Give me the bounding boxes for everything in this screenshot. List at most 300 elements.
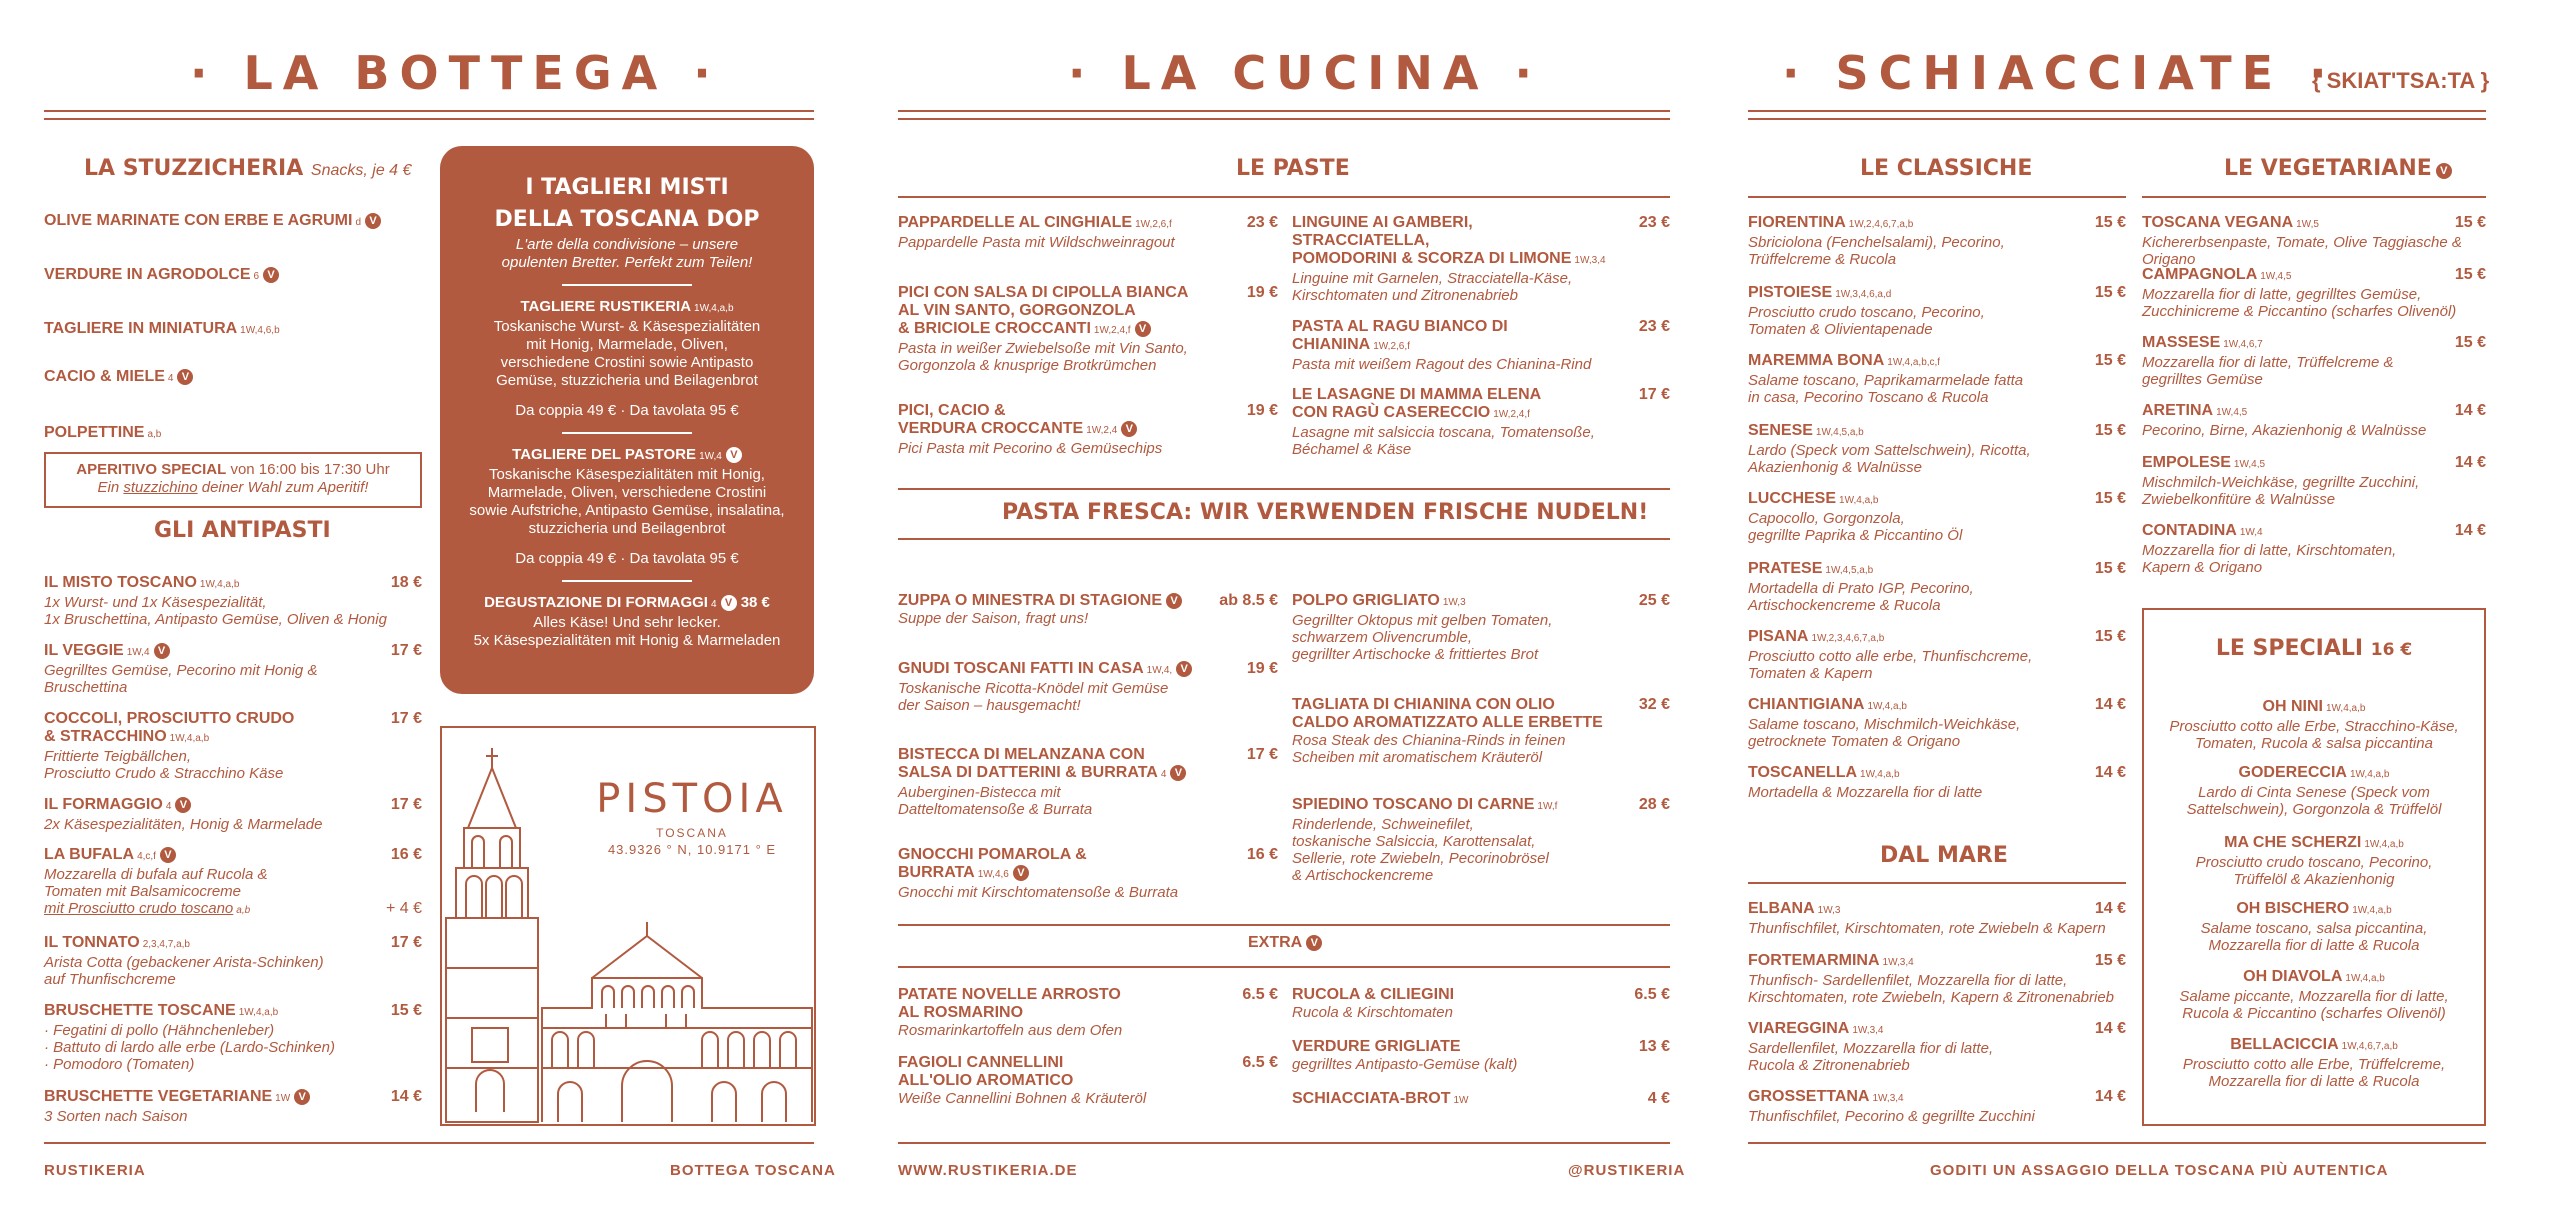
allergens: 1W,4,5 [2260, 271, 2292, 282]
item-description-text: Prosciutto Crudo & Stracchino Käse [44, 765, 284, 782]
menu-item [44, 424, 418, 444]
item-name-text: MA CHE SCHERZI [2224, 834, 2362, 851]
item-description: Sellerie, rote Zwiebeln, Pecorinobrösel [1292, 850, 1549, 867]
item-description: Mozzarella fior di latte & Rucola [2208, 1073, 2420, 1090]
item-description-text: mit Prosciutto crudo toscano [44, 900, 234, 917]
item-price: 15 € [2094, 422, 2126, 439]
item-description: Mischmilch-Weichkäse, gegrillte Zucchini, [2142, 474, 2420, 491]
item-description [44, 662, 422, 679]
aperitivo-desc: Ein [97, 479, 120, 496]
item-name-text: BELLACICCIA [2230, 1036, 2339, 1053]
vegetarian-icon: V [294, 1089, 310, 1105]
item-description: Lardo (Speck vom Sattelschwein), Ricotta, [1748, 442, 2031, 459]
item-name-text: RUCOLA & CILIEGINI [1292, 986, 1455, 1003]
allergens: 1W,4,5 [2233, 459, 2266, 470]
item-name [2142, 968, 2486, 988]
section-mare: DAL MARE [1880, 843, 2008, 868]
item-name-text: & BRICIOLE CROCCANTI [898, 320, 1091, 337]
allergens: 1W,4,5,a,b [1815, 427, 1864, 438]
item-description: Gorgonzola & knusprige Brotkrümchen [898, 357, 1157, 374]
item-price: 14 € [2094, 1088, 2126, 1105]
tagliere-rustikeria-desc: mit Honig, Marmelade, Oliven, [526, 336, 728, 353]
title-cucina: · LA CUCINA · [1068, 46, 1542, 100]
item-description: Sbriciolona (Fenchelsalami), Pecorino, [1748, 234, 2005, 251]
item-description: Lardo di Cinta Senese (Speck vom [2198, 784, 2430, 801]
item-price: 23 € [1638, 318, 1670, 335]
allergens: a,b [147, 429, 162, 440]
item-name [44, 424, 418, 444]
section-title: EXTRA [1248, 934, 1303, 951]
item-description: Prosciutto crudo toscano, Pecorino, [1748, 304, 1985, 321]
item-description: Pasta mit weißem Ragout des Chianina-Rind [1292, 356, 1592, 373]
item-name [44, 368, 418, 388]
item-description: Trüffelcreme & Rucola [1748, 251, 1897, 268]
item-name-text: VIAREGGINA [1748, 1020, 1850, 1037]
item-description: Salame toscano, Paprikamarmelade fatta [1748, 372, 2024, 389]
item-price: 32 € [1638, 696, 1670, 713]
aperitivo-desc-underlined: stuzzichino [123, 479, 198, 496]
item-name-text: PAPPARDELLE AL CINGHIALE [898, 214, 1133, 231]
allergens: 1W,4,a,b [1867, 701, 1907, 712]
item-name-text: POLPETTINE [44, 424, 145, 441]
vegetarian-icon: V [1176, 661, 1192, 677]
item-description [44, 594, 422, 611]
allergens: 1W,4,a,b [2349, 769, 2390, 780]
item-price: 6.5 € [1242, 1054, 1278, 1071]
tagliere-rustikeria-name: TAGLIERE RUSTIKERIA [520, 298, 692, 315]
item-price: 15 € [390, 1002, 422, 1019]
allergens: 1W,4,6,7 [2223, 339, 2263, 350]
pistoia-region: TOSCANA [656, 826, 728, 840]
item-description: Scheiben mit aromatischem Kräuteröl [1292, 749, 1543, 766]
item-name-text: CONTADINA [2142, 522, 2237, 539]
item-name-text: LUCCHESE [1748, 490, 1837, 507]
divider [1748, 196, 2126, 198]
tagliere-pastore-desc: Marmelade, Oliven, verschiedene Crostini [487, 484, 767, 501]
item-price: 15 € [2094, 952, 2126, 969]
item-description: Prosciutto cotto alle Erbe, Stracchino-Käse, [2169, 718, 2459, 735]
item-name [898, 764, 1278, 784]
section-subtitle: Snacks, je 4 € [310, 162, 412, 179]
item-description: Rosa Steak des Chianina-Rinds in feinen [1292, 732, 1566, 749]
item-description: Mozzarella fior di latte, Trüffelcreme & [2142, 354, 2394, 371]
item-name [1292, 250, 1670, 270]
item-description-text: auf Thunfischcreme [44, 971, 176, 988]
item-name [2142, 698, 2486, 718]
item-description-text: · Pomodoro (Tomaten) [44, 1056, 195, 1073]
item-description: Pici Pasta mit Pecorino & Gemüsechips [898, 440, 1163, 457]
item-name [44, 266, 418, 286]
item-name-text: MASSESE [2142, 334, 2221, 351]
allergens: 1W,4,a,b [2364, 839, 2404, 850]
taglieri-title: I TAGLIERI MISTI [525, 175, 729, 200]
item-name [2142, 764, 2486, 784]
vegetarian-icon: V [2436, 163, 2452, 179]
item-description-text: 1x Wurst- und 1x Käsespezialität, [44, 594, 267, 611]
item-name-text: PICI CON SALSA DI CIPOLLA BIANCA [898, 284, 1189, 301]
item-name-text: IL FORMAGGIO [44, 796, 163, 813]
tagliere-pastore-desc: stuzzicheria und Beilagenbrot [528, 520, 726, 537]
divider [898, 196, 1670, 198]
item-description [44, 1039, 422, 1056]
item-name-text: CON RAGÙ CASERECCIO [1292, 404, 1491, 421]
item-name [898, 1072, 1278, 1090]
aperitivo-box [44, 452, 422, 508]
tagliere-pastore-name: TAGLIERE DEL PASTORE [512, 446, 697, 463]
item-price: 23 € [1638, 214, 1670, 231]
item-price: 17 € [390, 710, 422, 727]
item-description: Artischockencreme & Rucola [1748, 597, 1941, 614]
item-price: 19 € [1246, 660, 1278, 677]
item-name-text: FAGIOLI CANNELLINI [898, 1054, 1064, 1071]
item-name-text: AL ROSMARINO [898, 1004, 1024, 1021]
item-description-text: · Fegatini di pollo (Hähnchenleber) [44, 1022, 275, 1039]
section-paste: LE PASTE [1236, 156, 1350, 181]
allergens: 1W,4,a,b [2325, 703, 2366, 714]
item-description: Tomaten & Olivientapenade [1748, 321, 1933, 338]
item-description: Gnocchi mit Kirschtomatensoße & Burrata [898, 884, 1179, 901]
item-name-text: IL MISTO TOSCANO [44, 574, 197, 591]
item-name-text: PISTOIESE [1748, 284, 1833, 301]
item-price: 6.5 € [1242, 986, 1278, 1003]
item-name-text: FIORENTINA [1748, 214, 1846, 231]
item-name-text: MAREMMA BONA [1748, 352, 1885, 369]
item-name-text: SPIEDINO TOSCANO DI CARNE [1292, 796, 1535, 813]
item-description: Pasta in weißer Zwiebelsoße mit Vin Santo, [898, 340, 1188, 357]
section-vegetariane [2224, 156, 2452, 181]
divider [562, 432, 692, 434]
item-description [44, 866, 422, 883]
item-description: Sattelschwein), Gorgonzola & Trüffelöl [2186, 801, 2442, 818]
item-name-text: ALL'OLIO AROMATICO [898, 1072, 1074, 1089]
item-description: Tomaten, Rucola & salsa piccantina [2195, 735, 2433, 752]
item-price: 14 € [2094, 764, 2126, 781]
footer-tagline: BOTTEGA TOSCANA [670, 1162, 836, 1179]
allergens: 1W,3,4 [1882, 957, 1914, 968]
item-name-text: GODERECCIA [2238, 764, 2347, 781]
vegetarian-icon: V [175, 797, 191, 813]
footer-brand: RUSTIKERIA [44, 1162, 146, 1179]
allergens: 6 [253, 271, 260, 282]
item-name [2142, 834, 2486, 854]
allergens: 1W,3,4,6,a,d [1835, 289, 1892, 300]
vegetarian-icon: V [1121, 421, 1137, 437]
item-description: Thunfisch- Sardellenfilet, Mozzarella fior di latte, [1748, 972, 2068, 989]
item-name-text: OLIVE MARINATE CON ERBE E AGRUMI [44, 212, 353, 229]
item-name-text: TAGLIERE IN MINIATURA [44, 320, 238, 337]
item-price: 14 € [2094, 1020, 2126, 1037]
item-name [898, 320, 1278, 340]
item-description-text: Frittierte Teigbällchen, [44, 748, 192, 765]
item-description: Pappardelle Pasta mit Wildschweinragout [898, 234, 1175, 251]
section-stuzzicheria [84, 156, 411, 181]
section-pasta-fresca: PASTA FRESCA: WIR VERWENDEN FRISCHE NUDELN! [1002, 500, 1649, 525]
allergens: 1W,4 [2239, 527, 2263, 538]
item-name-text: PICI, CACIO & [898, 402, 1006, 419]
item-description: Trüffelöl & Akazienhonig [2233, 871, 2395, 888]
allergens: 1W,3 [1442, 597, 1466, 608]
divider [898, 924, 1670, 926]
item-description: Salame toscano, Mischmilch-Weichkäse, [1748, 716, 2021, 733]
item-description: Suppe der Saison, fragt uns! [898, 610, 1089, 627]
item-price: 17 € [390, 796, 422, 813]
item-price: 14 € [2454, 454, 2486, 471]
item-description [44, 816, 422, 833]
item-price: 15 € [2454, 214, 2486, 231]
item-description: Mozzarella fior di latte, Kirschtomaten, [2142, 542, 2397, 559]
item-description: Toskanische Ricotta-Knödel mit Gemüse [898, 680, 1169, 697]
aperitivo-label: APERITIVO SPECIAL [76, 461, 227, 478]
item-name-text: OH NINI [2262, 698, 2323, 715]
divider [898, 1142, 1670, 1144]
section-speciali [2142, 636, 2486, 661]
item-description-text: Bruschettina [44, 679, 128, 696]
divider [898, 488, 1670, 490]
allergens: 1W,4,a,b [169, 733, 210, 744]
item-name-text: TAGLIATA DI CHIANINA CON OLIO [1292, 696, 1555, 713]
allergens: 1W,4,a,b [2352, 905, 2392, 916]
item-description: gegrilltes Gemüse [2142, 371, 2263, 388]
menu-item [44, 266, 418, 286]
allergens: 1W,4 [126, 647, 150, 658]
allergens: 1W,2,6,f [1373, 341, 1410, 352]
menu-item [2142, 834, 2486, 888]
item-price: 15 € [2094, 560, 2126, 577]
item-price: 6.5 € [1634, 986, 1670, 1003]
taglieri-subtitle: opulenten Bretter. Perfekt zum Teilen! [501, 254, 753, 271]
item-name-text: AL VIN SANTO, GORGONZOLA [898, 302, 1136, 319]
vegetarian-icon: V [1013, 865, 1029, 881]
item-price: 14 € [2094, 696, 2126, 713]
item-description: Kapern & Origano [2142, 559, 2263, 576]
item-price: 15 € [2094, 214, 2126, 231]
pistoia-illustration-box [440, 726, 816, 1126]
item-name-text: VERDURE GRIGLIATE [1292, 1038, 1461, 1055]
item-description-text: Tomaten mit Balsamicocreme [44, 883, 242, 900]
item-description: Thunfischfilet, Pecorino & gegrillte Zucchini [1748, 1108, 2035, 1125]
menu-item [44, 320, 418, 340]
footer-slogan: GODITI UN ASSAGGIO DELLA TOSCANA PIÙ AUTENTICA [1930, 1162, 2389, 1179]
item-name-text: TOSCANA VEGANA [2142, 214, 2294, 231]
item-description-text: Gegrilltes Gemüse, Pecorino mit Honig & [44, 662, 318, 679]
vegetarian-icon: V [160, 847, 176, 863]
degustazione-name: DEGUSTAZIONE DI FORMAGGI [484, 594, 708, 611]
item-name-text: ZUPPA O MINESTRA DI STAGIONE [898, 592, 1163, 609]
vegetarian-icon: V [1306, 935, 1322, 951]
allergens: 1W,4,a,b [694, 303, 734, 314]
item-name-text: & STRACCHINO [44, 728, 167, 745]
item-name-text: ARETINA [2142, 402, 2214, 419]
allergens: 1W,4,6 [977, 869, 1009, 880]
allergens: 1W,2,4 [1086, 425, 1118, 436]
item-name [44, 212, 418, 232]
item-description: Kirschtomaten, rote Zwiebeln, Kapern & Zitronenabrieb [1748, 989, 2115, 1006]
allergens: 1W,4,5 [2216, 407, 2248, 418]
item-name-text: LA BUFALA [44, 846, 135, 863]
item-name-text: VERDURE IN AGRODOLCE [44, 266, 251, 283]
allergens: 1W,2,3,4,6,7,a,b [1811, 633, 1885, 644]
vegetarian-icon: V [365, 213, 381, 229]
item-name-text: CAMPAGNOLA [2142, 266, 2258, 283]
item-description: Datteltomatensoße & Burrata [898, 801, 1093, 818]
item-description-text: Mozzarella di bufala auf Rucola & [44, 866, 268, 883]
item-name [44, 728, 422, 748]
allergens: 1W,5 [2296, 219, 2319, 230]
item-name [44, 320, 418, 340]
item-price: 17 € [1246, 746, 1278, 763]
divider [1748, 1142, 2486, 1144]
item-name-text: PRATESE [1748, 560, 1823, 577]
allergens: 1W,2,4,f [1493, 409, 1530, 420]
tagliere-rustikeria-desc: Toskanische Wurst- & Käsespezialitäten [493, 318, 761, 335]
item-description-text: 3 Sorten nach Saison [44, 1108, 188, 1125]
item-name-text: GNOCCHI POMAROLA & BURRATA [898, 846, 1087, 881]
tagliere-pastore-desc: sowie Aufstriche, Antipasto Gemüse, insalatina, [469, 502, 785, 519]
allergens: d [355, 217, 362, 228]
item-price: 19 € [1246, 284, 1278, 301]
pistoia-coords: 43.9326 ° N, 10.9171 ° E [607, 842, 777, 857]
section-title: LE SPECIALI [2215, 636, 2364, 661]
item-description: Kichererbsenpaste, Tomate, Olive Taggiasche & Origano [2142, 234, 2462, 268]
item-description [44, 765, 422, 782]
item-description: Mozzarella fior di latte, gegrilltes Gemüse, [2142, 286, 2422, 303]
item-name-text: LE LASAGNE DI MAMMA ELENA [1292, 386, 1542, 403]
divider [898, 538, 1670, 540]
tagliere-pastore-desc: Toskanische Käsespezialitäten mit Honig, [489, 466, 765, 483]
item-description: Prosciutto cotto alle erbe, Thunfischcreme, [1748, 648, 2033, 665]
item-name [2142, 900, 2486, 920]
allergens: 1W,3,4 [1852, 1025, 1884, 1036]
item-name [898, 420, 1278, 440]
section-classiche: LE CLASSICHE [1860, 156, 2033, 181]
item-name-text: COCCOLI, PROSCIUTTO CRUDO [44, 710, 295, 727]
allergens: 1W [1453, 1095, 1469, 1106]
allergens: 1W,3,4 [1872, 1093, 1904, 1104]
item-description: Rucola & Zitronenabrieb [1748, 1057, 1910, 1074]
item-name-text: TOSCANELLA [1748, 764, 1858, 781]
degustazione-desc: 5x Käsespezialitäten mit Honig & Marmeladen [473, 632, 781, 649]
item-description: Rinderlende, Schweinefilet, [1292, 816, 1474, 833]
tagliere-rustikeria-desc: verschiedene Crostini sowie Antipasto [500, 354, 754, 371]
allergens: 1W,4,a,b [238, 1007, 279, 1018]
divider [898, 110, 1670, 112]
item-description: gegrillter Artischocke & frittiertes Brot [1292, 646, 1539, 663]
vegetarian-icon: V [721, 595, 737, 611]
vegetarian-icon: V [1170, 765, 1186, 781]
item-description: Mortadella & Mozzarella fior di latte [1748, 784, 1983, 801]
item-description: Pecorino, Birne, Akazienhonig & Walnüsse [2142, 422, 2427, 439]
item-description: gegrilltes Antipasto-Gemüse (kalt) [1292, 1056, 1518, 1073]
item-name-text: BRUSCHETTE TOSCANE [44, 1002, 236, 1019]
item-description: Rucola & Kirschtomaten [1292, 1004, 1453, 1021]
item-name-text: PASTA AL RAGU BIANCO DI CHIANINA [1292, 318, 1508, 353]
vegetarian-icon: V [177, 369, 193, 385]
menu-item [2142, 698, 2486, 752]
footer-social-link[interactable]: @RUSTIKERIA [1568, 1162, 1686, 1179]
item-description: Akazienhonig & Walnüsse [1748, 459, 1922, 476]
item-description: der Saison – hausgemacht! [898, 697, 1081, 714]
item-name-text: POLPO GRIGLIATO [1292, 592, 1440, 609]
item-name-text: OH BISCHERO [2236, 900, 2350, 917]
menu-item [2142, 1036, 2486, 1090]
divider [44, 1142, 814, 1144]
allergens: 1W,4,a,b,c,f [1887, 357, 1941, 368]
vegetarian-icon: V [1135, 321, 1151, 337]
allergens: 1W,4,a,b [199, 579, 240, 590]
allergens: 1W,2,4,6,7,a,b [1848, 219, 1914, 230]
item-name-text: EMPOLESE [2142, 454, 2231, 471]
item-description: Mozzarella fior di latte & Rucola [2208, 937, 2420, 954]
item-price: 14 € [390, 1088, 422, 1105]
pistoia-city: PISTOIA [596, 776, 788, 822]
item-description: Weiße Cannellini Bohnen & Kräuteröl [898, 1090, 1147, 1107]
item-description: Béchamel & Käse [1292, 441, 1412, 458]
item-price: 16 € [1246, 846, 1278, 863]
footer-website-link[interactable]: WWW.RUSTIKERIA.DE [898, 1162, 1078, 1179]
item-price-extra: + 4 € [385, 900, 422, 917]
item-name-text: SCHIACCIATA-BROT [1292, 1090, 1451, 1107]
speciali-price: 16 € [2370, 640, 2413, 660]
menu-item [2142, 968, 2486, 1022]
item-description: Capocollo, Gorgonzola, [1748, 510, 1905, 527]
item-price: 17 € [390, 934, 422, 951]
item-name-text: POMODORINI & SCORZA DI LIMONE [1292, 250, 1572, 267]
item-description [44, 971, 422, 988]
item-price: 14 € [2454, 402, 2486, 419]
taglieri-box [440, 146, 814, 694]
item-name-text: GROSSETTANA [1748, 1088, 1870, 1105]
item-name-text: SENESE [1748, 422, 1813, 439]
allergens: 1W [275, 1093, 291, 1104]
item-name-text: PATATE NOVELLE ARROSTO [898, 986, 1121, 1003]
item-description: toskanische Salsiccia, Karottensalat, [1292, 833, 1536, 850]
item-description: Zwiebelkonfitüre & Walnüsse [2142, 491, 2336, 508]
item-description: Linguine mit Garnelen, Stracciatella-Käse, [1292, 270, 1573, 287]
menu-item [44, 212, 418, 232]
item-description: Lasagne mit salsiccia toscana, Tomatensoße, [1292, 424, 1595, 441]
item-name-text: BISTECCA DI MELANZANA CON [898, 746, 1145, 763]
item-name-text: CHIANTIGIANA [1748, 696, 1865, 713]
vegetarian-icon: V [726, 447, 742, 463]
item-price: 14 € [2454, 522, 2486, 539]
taglieri-subtitle: L'arte della condivisione – unsere [515, 236, 739, 253]
allergens: 1W,f [1537, 801, 1558, 812]
item-description-text: 2x Käsespezialitäten, Honig & Marmelade [44, 816, 323, 833]
item-price: 13 € [1638, 1038, 1670, 1055]
item-name-text: CACIO & MIELE [44, 368, 165, 385]
item-description-text: · Battuto di lardo alle erbe (Lardo-Schinken) [44, 1039, 335, 1056]
item-description [44, 883, 422, 900]
allergens: 1W,4,a,b [1860, 769, 1900, 780]
degustazione-price: 38 € [740, 594, 770, 611]
item-description [44, 1056, 422, 1073]
allergens: 1W,4, [1146, 665, 1173, 676]
item-description: Rucola & Piccantino (scharfes Olivenöl) [2182, 1005, 2446, 1022]
item-description: Sardellenfilet, Mozzarella fior di latte, [1748, 1040, 1994, 1057]
item-name-text: GNUDI TOSCANI FATTI IN CASA [898, 660, 1144, 677]
item-name-text: VERDURA CROCCANTE [898, 420, 1084, 437]
divider [562, 284, 692, 286]
item-price: 15 € [2094, 628, 2126, 645]
item-description [44, 1022, 422, 1039]
title-bottega: · LA BOTTEGA · [190, 46, 721, 100]
allergens: 1W,3,4 [1574, 255, 1606, 266]
item-description: Prosciutto crudo toscano, Pecorino, [2195, 854, 2433, 871]
menu-item [44, 368, 418, 388]
item-description: Prosciutto cotto alle Erbe, Trüffelcreme, [2182, 1056, 2446, 1073]
section-antipasti: GLI ANTIPASTI [154, 518, 331, 543]
item-name [898, 1004, 1278, 1022]
